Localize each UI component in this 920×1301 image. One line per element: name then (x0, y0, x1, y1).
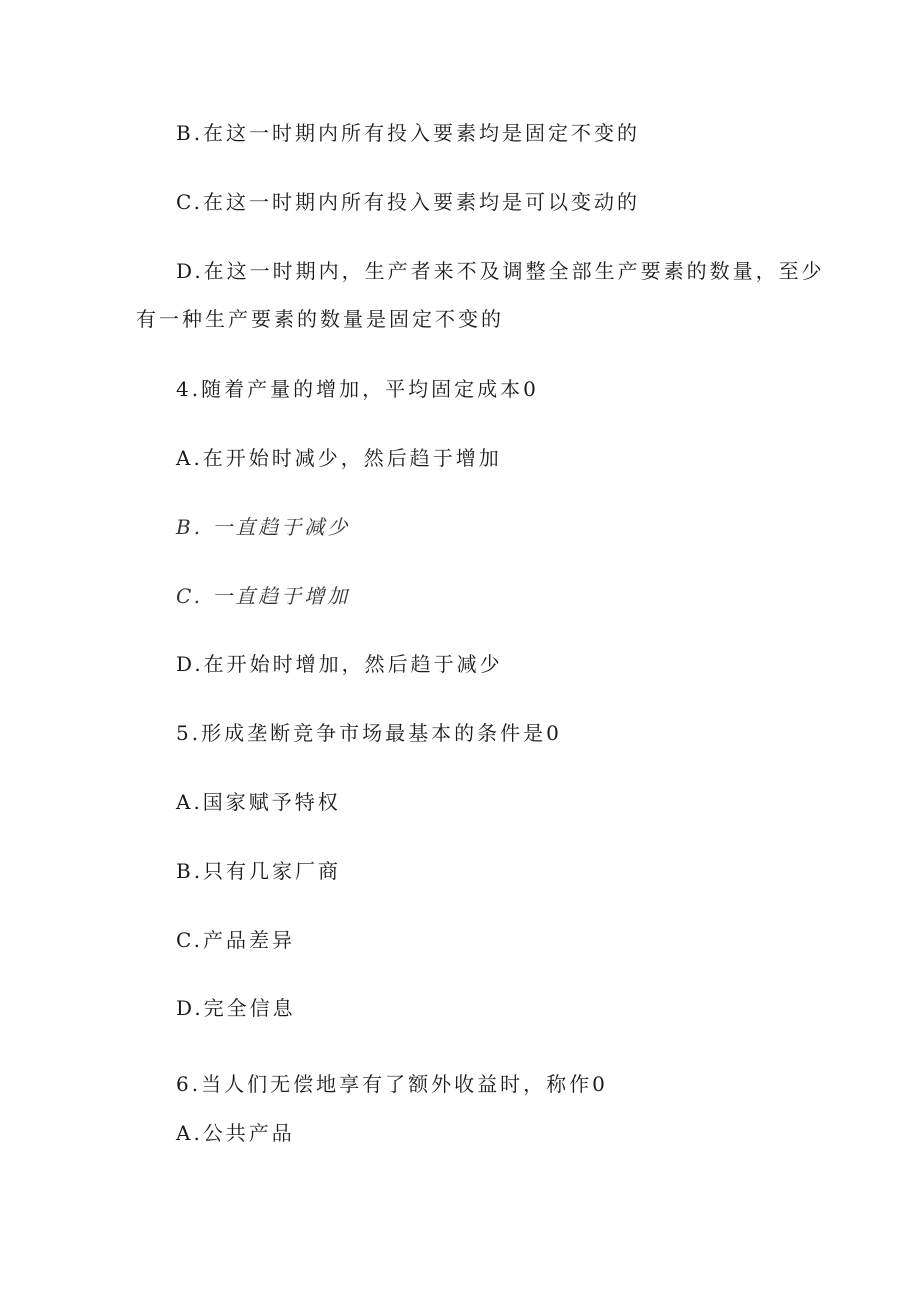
question-6: 6.当人们无偿地享有了额外收益时，称作0 (176, 1072, 608, 1096)
q4-option-d: D.在开始时增加，然后趋于减少 (176, 652, 503, 676)
q3-option-d-continued: 有一种生产要素的数量是固定不变的 (136, 307, 504, 331)
question-4: 4.随着产量的增加，平均固定成本0 (176, 377, 539, 401)
q4-option-a: A.在开始时减少，然后趋于增加 (176, 446, 502, 470)
q5-option-b: B.只有几家厂商 (176, 859, 342, 883)
q3-option-b: B.在这一时期内所有投入要素均是固定不变的 (176, 121, 641, 145)
q3-option-d: D.在这一时期内，生产者来不及调整全部生产要素的数量，至少 (176, 259, 825, 283)
q5-option-a: A.国家赋予特权 (176, 790, 341, 814)
q3-option-c: C.在这一时期内所有投入要素均是可以变动的 (176, 190, 640, 214)
q5-option-d: D.完全信息 (176, 996, 296, 1020)
q4-option-c: C. 一直趋于增加 (176, 584, 351, 608)
q4-option-b: B. 一直趋于减少 (176, 515, 351, 539)
q5-option-c: C.产品差异 (176, 928, 295, 952)
question-5: 5.形成垄断竞争市场最基本的条件是0 (176, 721, 562, 745)
q6-option-a: A.公共产品 (176, 1121, 295, 1145)
